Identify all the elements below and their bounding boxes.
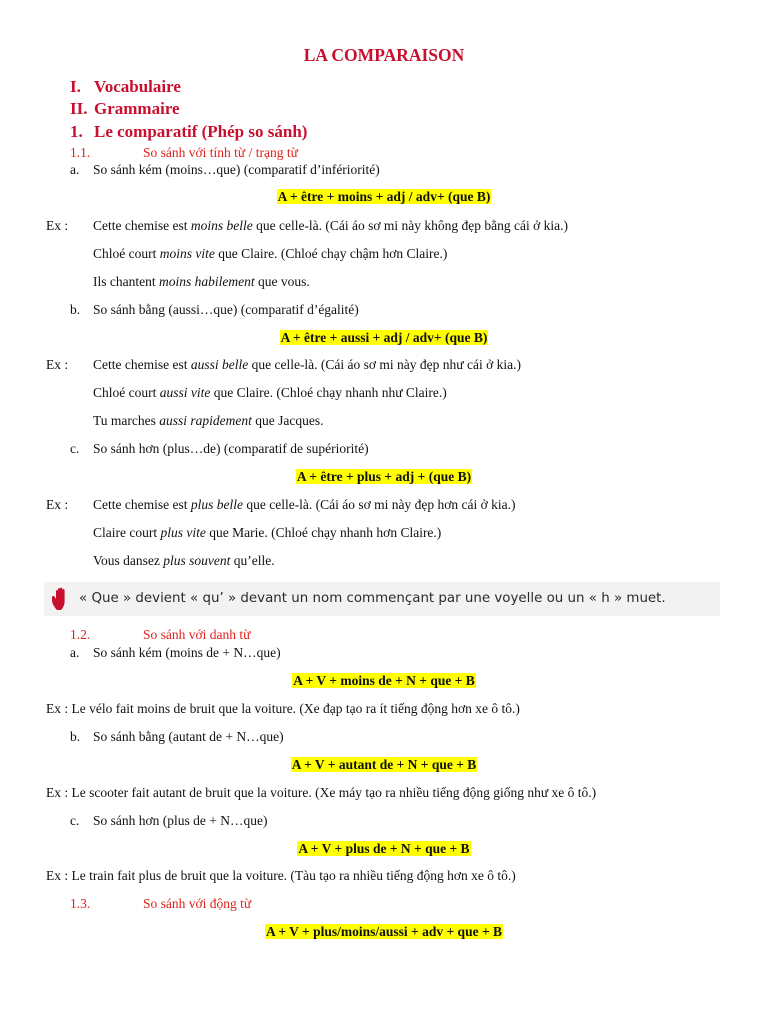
hand-stop-icon <box>50 586 76 612</box>
example-sentence: Claire court plus vite que Marie. (Chloé chạy nhanh hơn Claire.) <box>93 525 442 540</box>
list-item-c <box>70 441 369 457</box>
example-sentence: Ex : Le vélo fait moins de bruit que la voiture. (Xe đạp tạo ra ít tiếng động hơn xe ô tô.) <box>46 701 520 716</box>
example-label: Ex : <box>46 497 69 512</box>
list-item-a <box>70 162 380 178</box>
example-sentence: Cette chemise est aussi belle que celle-là. (Cái áo sơ mi này đẹp như cái ở kia.) <box>93 357 521 372</box>
subheading-number: 1.1. <box>70 145 91 160</box>
list-item-b <box>70 729 284 745</box>
formula-row <box>0 841 768 857</box>
example-label: Ex : <box>46 218 69 233</box>
formula: A + V + moins de + N + que + B <box>293 673 475 688</box>
example-sentence: Tu marches aussi rapidement que Jacques. <box>93 413 324 428</box>
heading-number: I. <box>70 77 81 96</box>
example-sentence: Chloé court aussi vite que Claire. (Chloé chạy nhanh như Claire.) <box>93 385 447 400</box>
subheading-label: So sánh với danh từ <box>143 627 251 642</box>
formula-row <box>0 330 768 346</box>
list-text: So sánh bằng (autant de + N…que) <box>93 729 284 744</box>
subheading-number: 1.2. <box>70 627 91 642</box>
list-letter: a. <box>70 645 80 660</box>
list-text: So sánh bằng (aussi…que) (comparatif d’égalité) <box>93 302 359 317</box>
heading-grammaire <box>70 99 180 119</box>
list-item-a <box>70 645 281 661</box>
list-text: So sánh kém (moins de + N…que) <box>93 645 281 660</box>
example-sentence: Ex : Le train fait plus de bruit que la voiture. (Tàu tạo ra nhiều tiếng động hơn xe ô tô.) <box>46 868 516 883</box>
example-label: Ex : <box>46 357 69 372</box>
formula: A + être + plus + adj + (que B) <box>296 469 472 484</box>
list-text: So sánh hơn (plus…de) (comparatif de supériorité) <box>93 441 369 456</box>
note-text: « Que » devient « qu’ » devant un nom commençant par une voyelle ou un « h » muet. <box>79 591 666 606</box>
example-sentence: Ex : Le scooter fait autant de bruit que la voiture. (Xe máy tạo ra nhiều tiếng động giống như xe ô tô.) <box>46 785 597 800</box>
subheading-label: So sánh với tính từ / trạng từ <box>143 145 298 160</box>
formula-row <box>0 757 768 773</box>
list-item-b <box>70 302 359 318</box>
heading-number: 1. <box>70 122 83 141</box>
list-letter: c. <box>70 813 80 828</box>
heading-number: II. <box>70 99 88 118</box>
formula-row <box>0 673 768 689</box>
formula-row <box>0 924 768 940</box>
formula: A + V + plus de + N + que + B <box>298 841 470 856</box>
heading-label: Grammaire <box>94 99 180 118</box>
list-letter: b. <box>70 302 81 317</box>
heading-label: Vocabulaire <box>94 77 181 96</box>
heading-label: Le comparatif (Phép so sánh) <box>94 122 308 141</box>
formula: A + être + moins + adj / adv+ (que B) <box>277 189 491 204</box>
formula: A + V + plus/moins/aussi + adv + que + B <box>265 924 503 939</box>
heading-comparatif <box>70 122 307 142</box>
example-sentence: Chloé court moins vite que Claire. (Chloé chạy chậm hơn Claire.) <box>93 246 448 261</box>
formula: A + V + autant de + N + que + B <box>291 757 477 772</box>
formula: A + être + aussi + adj / adv+ (que B) <box>280 330 488 345</box>
subheading-1-1 <box>70 145 298 161</box>
subheading-number: 1.3. <box>70 896 91 911</box>
list-letter: c. <box>70 441 80 456</box>
list-text: So sánh hơn (plus de + N…que) <box>93 813 268 828</box>
example-sentence: Ils chantent moins habilement que vous. <box>93 274 310 289</box>
page-title: LA COMPARAISON <box>303 45 465 65</box>
example-sentence: Cette chemise est plus belle que celle-là. (Cái áo sơ mi này đẹp hơn cái ở kia.) <box>93 497 516 512</box>
list-letter: a. <box>70 162 80 177</box>
list-item-c <box>70 813 268 829</box>
example-sentence: Cette chemise est moins belle que celle-là. (Cái áo sơ mi này không đẹp bằng cái ở kia.) <box>93 218 569 233</box>
subheading-1-2 <box>70 627 250 643</box>
list-letter: b. <box>70 729 81 744</box>
note-banner <box>44 582 720 616</box>
formula-row <box>0 469 768 485</box>
formula-row <box>0 189 768 205</box>
list-text: So sánh kém (moins…que) (comparatif d’infériorité) <box>93 162 380 177</box>
subheading-1-3 <box>70 896 251 912</box>
subheading-label: So sánh với động từ <box>143 896 252 911</box>
heading-vocabulaire <box>70 77 181 97</box>
example-sentence: Vous dansez plus souvent qu’elle. <box>93 553 275 568</box>
